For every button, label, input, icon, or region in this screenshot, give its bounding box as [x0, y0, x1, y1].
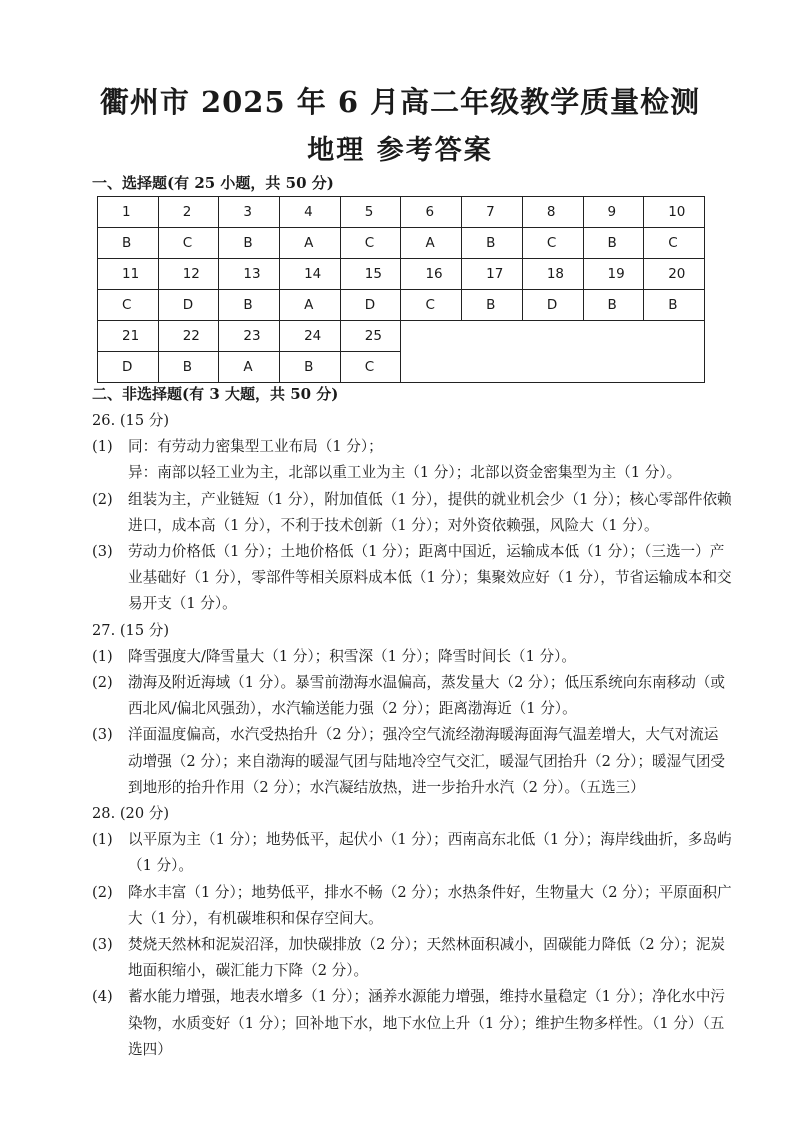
answer-cell: C	[158, 228, 219, 259]
answer-cell: A	[280, 228, 341, 259]
answer-text: 焚烧天然林和泥炭沼泽，加快碳排放（2 分）；天然林面积减小，固碳能力降低（2 分）；泥炭地面积缩小，碳汇能力下降（2 分）。	[128, 936, 726, 980]
answer-text: 同：有劳动力密集型工业布局（1 分）；	[128, 438, 383, 456]
answer-text: 洋面温度偏高，水汽受热抬升（2 分）；强冷空气流经渤海暖海面海气温差增大，大气对流运动增强（2 分）；来自渤海的暖湿气团与陆地冷空气交汇，暖湿气团抬升（2 分）；暖湿气团受到地形的抬升作用（2 分）；水汽凝结放热，进一步抬升水汽（2 分）。（五选三）	[128, 726, 726, 796]
answer-cell: D	[340, 290, 401, 321]
question-number-cell: 19	[583, 259, 644, 290]
blank-cell	[401, 321, 705, 383]
answer-text: 劳动力价格低（1 分）；土地价格低（1 分）；距离中国近，运输成本低（1 分）；（三选一）产业基础好（1 分），零部件等相关原料成本低（1 分）；集聚效应好（1 分），节省运输成本和交易开支（1 分）。	[128, 543, 732, 613]
answer-cell: B	[158, 352, 219, 383]
answer-cell: C	[522, 228, 583, 259]
sub-question-number: (1)	[92, 647, 113, 665]
sub-question-number: (3)	[92, 543, 113, 561]
question-number-cell: 7	[462, 197, 523, 228]
sub-question-number: (3)	[92, 936, 113, 954]
question-number-cell: 25	[340, 321, 401, 352]
answer-cell: A	[401, 228, 462, 259]
sub-question-number: (1)	[92, 831, 113, 849]
table-row	[98, 290, 705, 321]
question-number-cell: 21	[98, 321, 159, 352]
answer-table	[97, 196, 705, 383]
answer-text: 异：南部以轻工业为主，北部以重工业为主（1 分）；北部以资金密集型为主（1 分）。	[128, 464, 682, 482]
answer-cell: B	[280, 352, 341, 383]
question-number-cell: 22	[158, 321, 219, 352]
question-number-cell: 10	[644, 197, 705, 228]
answer-item	[92, 827, 732, 879]
question-number-cell: 24	[280, 321, 341, 352]
question-number-cell: 12	[158, 259, 219, 290]
answer-item	[92, 984, 732, 1063]
answer-cell: C	[644, 228, 705, 259]
answer-cell: B	[219, 228, 280, 259]
answer-item	[92, 644, 732, 670]
question-number-cell: 2	[158, 197, 219, 228]
answer-item	[92, 539, 732, 618]
answer-cell: B	[644, 290, 705, 321]
question-number-cell: 18	[522, 259, 583, 290]
answer-cell: A	[280, 290, 341, 321]
question-heading-q27: 27. (15 分)	[92, 621, 170, 639]
answer-cell: B	[583, 228, 644, 259]
section-heading-nonchoice: 二、非选择题(有 3 大题，共 50 分)	[92, 385, 339, 403]
answer-text: 以平原为主（1 分）；地势低平，起伏小（1 分）；西南高东北低（1 分）；海岸线曲折，多岛屿（1 分）。	[128, 831, 732, 875]
sub-question-number: (2)	[92, 883, 113, 901]
page-title: 衢州市 2025 年 6 月高二年级教学质量检测	[99, 85, 701, 119]
sub-question-number: (4)	[92, 988, 113, 1006]
question-number-cell: 3	[219, 197, 280, 228]
answer-cell: D	[522, 290, 583, 321]
answer-item	[92, 880, 732, 932]
answer-item	[92, 932, 732, 984]
answer-cell: B	[462, 228, 523, 259]
answer-text: 组装为主，产业链短（1 分），附加值低（1 分），提供的就业机会少（1 分）；核心零部件依赖进口，成本高（1 分），不利于技术创新（1 分）；对外资依赖强，风险大（1 分）。	[128, 490, 732, 534]
answer-cell: B	[583, 290, 644, 321]
table-row	[98, 321, 705, 352]
answer-cell: A	[219, 352, 280, 383]
question-number-cell: 17	[462, 259, 523, 290]
question-number-cell: 6	[401, 197, 462, 228]
question-number-cell: 23	[219, 321, 280, 352]
answer-cell: D	[158, 290, 219, 321]
answer-text: 蓄水能力增强，地表水增多（1 分）；涵养水源能力增强，维持水量稳定（1 分）；净化水中污染物，水质变好（1 分）；回补地下水，地下水位上升（1 分）；维护生物多样性。（1 分）（五选四）	[128, 988, 726, 1058]
page-subtitle: 地理 参考答案	[307, 135, 493, 166]
sub-question-number: (2)	[92, 490, 113, 508]
question-heading-q26: 26. (15 分)	[92, 412, 170, 429]
answer-cell: B	[462, 290, 523, 321]
answer-item	[92, 434, 732, 460]
answer-cell: C	[98, 290, 159, 321]
answer-cell: B	[98, 228, 159, 259]
question-heading-q28: 28. (20 分)	[92, 805, 170, 823]
answer-body	[92, 408, 732, 1063]
question-number-cell: 5	[340, 197, 401, 228]
table-row	[98, 197, 705, 228]
answer-text: 降水丰富（1 分）；地势低平，排水不畅（2 分）；水热条件好，生物量大（2 分）；平原面积广大（1 分），有机碳堆积和保存空间大。	[128, 883, 732, 927]
answer-item	[92, 460, 732, 486]
sub-question-number: (2)	[92, 674, 113, 692]
question-number-cell: 13	[219, 259, 280, 290]
sub-question-number: (3)	[92, 726, 113, 744]
answer-cell: D	[98, 352, 159, 383]
answer-item	[92, 670, 732, 722]
answer-item	[92, 487, 732, 539]
question-number-cell: 4	[280, 197, 341, 228]
question-number-cell: 20	[644, 259, 705, 290]
table-row	[98, 259, 705, 290]
answer-cell: B	[219, 290, 280, 321]
answer-text: 渤海及附近海域（1 分）。暴雪前渤海水温偏高，蒸发量大（2 分）；低压系统向东南移动（或西北风/偏北风强劲），水汽输送能力强（2 分）；距离渤海近（1 分）。	[128, 674, 726, 718]
answer-cell: C	[340, 352, 401, 383]
question-number-cell: 1	[98, 197, 159, 228]
table-row	[98, 228, 705, 259]
question-number-cell: 16	[401, 259, 462, 290]
sub-question-number: (1)	[92, 438, 113, 456]
answer-cell: C	[340, 228, 401, 259]
question-number-cell: 9	[583, 197, 644, 228]
section-heading-choice: 一、选择题(有 25 小题，共 50 分)	[92, 174, 334, 192]
question-number-cell: 8	[522, 197, 583, 228]
question-number-cell: 14	[280, 259, 341, 290]
answer-item	[92, 722, 732, 801]
question-number-cell: 15	[340, 259, 401, 290]
answer-cell: C	[401, 290, 462, 321]
answer-text: 降雪强度大/降雪量大（1 分）；积雪深（1 分）；降雪时间长（1 分）。	[128, 647, 577, 665]
question-number-cell: 11	[98, 259, 159, 290]
